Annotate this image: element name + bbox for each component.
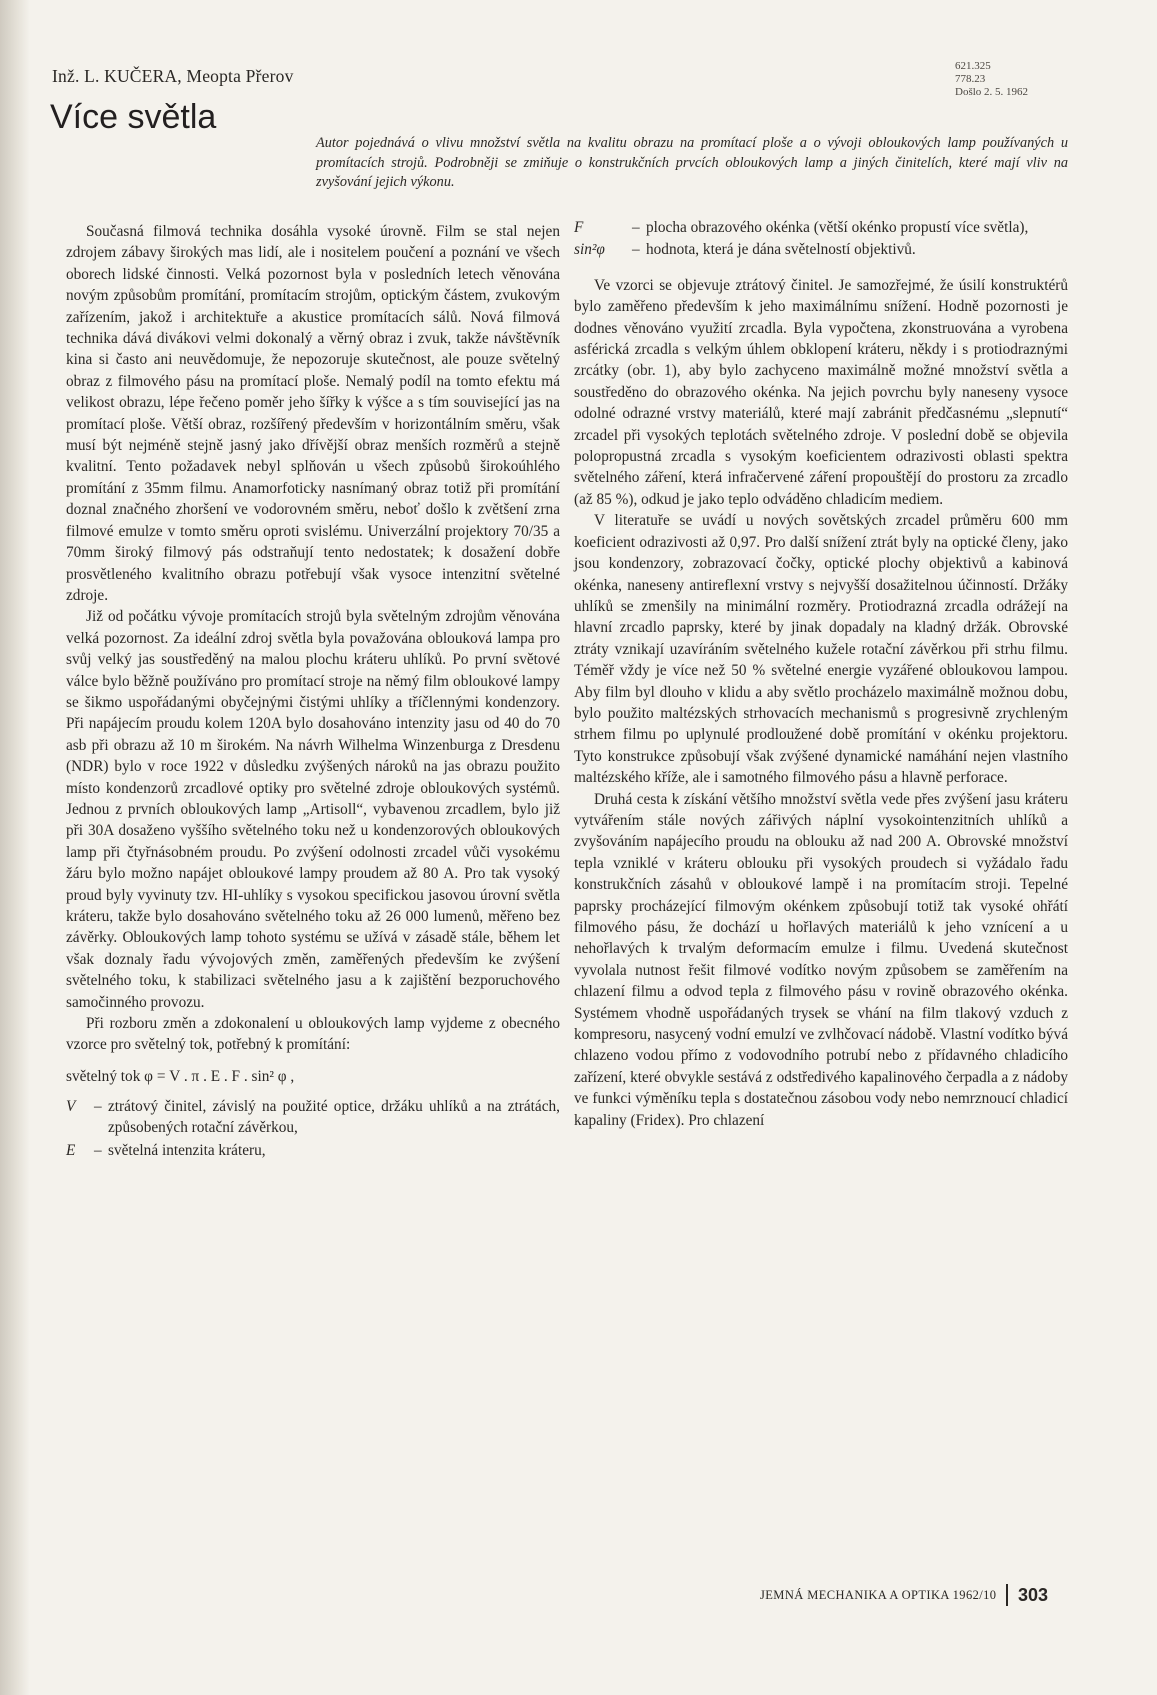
paragraph: Současná filmová technika dosáhla vysoké úrovně. Film se stal nejen zdrojem zábavy širokých mas lidí, ale i nositelem poučení a poznání ve všech oborech lidské činnosti. Velká pozornost byla v posledních letech věnována novým způsobům promítání, promítacím strojům, optickým částem, zvukovým zařízením, jakož i architektuře a akustice promítacích sálů. Nová filmová technika dává divákovi velmi dokonalý a věrný obraz i zvuk, takže návštěvník kina si často ani neuvědomuje, že nepozoruje skutečnost, ale pouze světelný obraz z filmového pásu na promítací ploše. Nemalý podíl na tomto efektu má velikost obrazu, lépe řečeno poměr jeho šířky k výšce a s tím související jas na promítací ploše. Větší obraz, rozšířený především v horizontálním směru, však musí být nejméně stejně jasný jako dřívější obraz menších rozměrů a stejně kvalitní. Tento požadavek nebyl splňován u všech způsobů širokoúhlého promítání z 35mm filmu. Anamorfoticky nasnímaný obraz totiž při promítání doznal značného zhoršení ve vodorovném směru, neboť došlo k zvětšení zrna filmové emulze v tomto směru oproti svislému. Univerzální projektory 70/35 a 70mm široký filmový pás odstraňují tento nedostatek; k dosažení dobře prosvětleného kvalitního obrazu potřebují však vysoce intenzitní světelné zdroje. (66, 223, 560, 604)
paragraph: Druhá cesta k získání většího množství světla vede přes zvýšení jasu kráteru vytvářením stále nových zářivých náplní vysokointenzitních uhlíků a zvyšováním napájecího proudu na oblouku až nad 200 A. Obrovské množství tepla vzniklé v kráteru oblouku při vysokých proudech si vyžádalo řadu konstrukčních zásahů v obloukové lampě i na promítacím stroji. Tepelné paprsky procházející filmovým okénkem způsobují totiž tak vysoké ohřátí filmového pásu, že dochází u hořlavých materiálů k jeho vznícení a u nehořlavých k trvalým deformacím emulze i filmu. Uvedená skutečnost vyvolala nutnost řešit filmové vodítko novým způsobem se zaměřením na chlazení filmu a odvod tepla z filmového pásu v rovině obrazového okénka. Systémem vhodně uspořádaných trysek se vhání na film tlakový vzduch z kompresoru, nasycený vodní emulzí ve zvlhčovací nádobě. Vlastní vodítko bývá chlazeno vodou přímo z vodovodního potrubí nebo z přídavného chladicího zařízení, které obvykle sestává z odstředivého kapalinového čerpadla a z nádoby ve funkci výměníku tepla s dostatečnou zásobou vody nebo nemrznoucí chladicí kapaliny (Fridex). Pro chlazení (574, 790, 1068, 1129)
definition-dash: – (632, 219, 640, 236)
journal-name: JEMNÁ MECHANIKA A OPTIKA 1962/10 (760, 1587, 997, 1602)
classification-code-1: 621.325 (955, 60, 991, 72)
article-title: Více světla (50, 98, 217, 136)
definition-list (66, 1096, 560, 1161)
paragraph: Při rozboru změn a zdokonalení u obloukových lamp vyjdeme z obecného vzorce pro světelný tok, potřebný k promítání: (66, 1015, 560, 1054)
definition-symbol: sin²φ (574, 241, 605, 259)
definition-dash: – (94, 1097, 102, 1115)
definition-text: ztrátový činitel, závislý na použité optice, držáku uhlíků a na ztrátách, způsobených rotační závěrkou, (108, 1097, 560, 1137)
definition-symbol: V (66, 1097, 76, 1115)
abstract: Autor pojednává o vlivu množství světla na kvalitu obrazu na promítací ploše a o vývoji obloukových lamp používaných u promítacích strojů. Podrobněji se zmiňuje o konstrukčních prvcích obloukových lamp a jiných činitelích, které mají vliv na zvyšování jejich výkonu. (316, 135, 1068, 190)
definition-text: světelná intenzita kráteru, (108, 1141, 266, 1159)
page-footer (760, 1584, 1048, 1606)
definition-text: hodnota, která je dána světelností objektivů. (646, 241, 916, 259)
paragraph: Ve vzorci se objevuje ztrátový činitel. Je samozřejmé, že úsilí konstruktérů bylo zaměřeno především k jeho maximálnímu snížení. Hodně pozornosti je dodnes věnováno využití zrcadla. Byla vypočtena, zkonstruována a vyrobena asférická zrcadla s velkým úhlem obklopení kráteru, někdy i s protiodraznými zrcátky (obr. 1), aby bylo zachyceno maximálně možné množství světla a soustředěno do obrazového okénka. Na jejich povrchu byly naneseny vysoce odolné odrazné vrstvy materiálů, které mají zabránit předčasnému „slepnutí“ zrcadel při vysokých teplotách světelného zdroje. V poslední době se objevila polopropustná zrcadla s vysokým koeficientem odrazivosti oblasti spektra světelného záření, která infračervené záření propouštějí do prostoru za zrcadlo (až 85 %), odkud je jako teplo odváděno chladicím mediem. (574, 276, 1068, 508)
definition-item (66, 1140, 560, 1161)
definition-item (66, 1096, 560, 1139)
right-column (574, 217, 1068, 1131)
classification-code-2: 778.23 (955, 73, 986, 85)
luminous-flux-formula: světelný tok φ = V . π . E . F . sin² φ , (66, 1067, 295, 1085)
definition-list (574, 217, 1068, 261)
definition-symbol: F (574, 219, 584, 236)
author-line: Inž. L. KUČERA, Meopta Přerov (52, 66, 294, 86)
page-number: 303 (1017, 1584, 1048, 1605)
paragraph: V literatuře se uvádí u nových sovětských zrcadel průměru 600 mm koeficient odrazivosti až 0,97. Pro další snížení ztrát byly na optické členy, jako jsou kondenzory, zobrazovací čočky, optické plochy objektivů a kabinová okénka, naneseny antireflexní vrstvy s nejvyšší dosažitelnou účinností. Držáky uhlíků se zmenšily na minimální rozměry. Protiodrazná zrcadla odrážejí na hlavní zrcadlo paprsky, které by jinak dopadaly na kladný držák. Obrovské ztráty vznikají uzavíráním světelného kužele rotační závěrkou při strhu filmu. Téměř vždy je více než 50 % světelné energie vyzářené obloukovou lampou. Aby film byl dlouho v klidu a aby světlo procházelo maximálně možnou dobu, bylo použito maltézských strhovacích mechanismů s progresivně zrychleným strhem filmu po uplynulé prodloužené době promítání v okénku projektoru. Tyto konstrukce způsobují však zvýšené dynamické namáhání nejen vlastního maltézského kříže, ale i samotného filmového pásu a hlavně perforace. (574, 512, 1068, 787)
footer-divider (1006, 1584, 1008, 1606)
definition-dash: – (632, 241, 640, 259)
definition-symbol: E (66, 1141, 76, 1159)
received-date: Došlo 2. 5. 1962 (955, 86, 1029, 98)
definition-item (574, 217, 1068, 238)
classification-block (955, 60, 1028, 99)
page-spine-shadow (0, 0, 30, 1695)
definition-dash: – (94, 1141, 102, 1159)
paragraph: Již od počátku vývoje promítacích strojů byla světelným zdrojům věnována velká pozornost. Za ideální zdroj světla byla považována oblouková lampa pro svůj velký jas soustředěný na malou plochu kráteru uhlíků. Po první světové válce bylo běžně používáno pro promítací stroje na němý film obloukové lampy se šikmo uspořádanými obyčejnými čistými uhlíky a tříčlennými kondenzory. Při napájecím proudu kolem 120A bylo dosahováno intenzity jasu od 40 do 70 asb při obrazu až 10 m širokém. Na návrh Wilhelma Winzenburga z Dresdenu (NDR) bylo v roce 1922 v důsledku zvýšených nároků na jas obrazu použito místo kondenzorů zrcadlové optiky pro světelné zdroje obloukových systémů. Jednou z prvních obloukových lamp „Artisoll“, vybavenou zrcadlem, bylo již při 30A dosaženo vyššího světelného toku než u kondenzorových obloukových lamp při čtyřnásobném proudu. Po zvýšení odolnosti zrcadel vůči vysokému žáru bylo možno napájet obloukové lampy proudem až 80 A. Pro tak vysoký proud byly vyvinuty tzv. HI-uhlíky s vysokou specifickou jasovou úrovní světla kráteru, takže bylo dosahováno světelného toku až 26 000 lumenů, měřeno bez závěrky. Obloukových lamp tohoto systému se užívá v zásadě stále, během let však doznaly řadu vývojových změn, zaměřených především ke zvýšení světelného toku, k stabilizaci světelného jasu a k zajištění bezporuchového samočinného provozu. (66, 608, 560, 1011)
definition-item (574, 239, 1068, 260)
definition-text: plocha obrazového okénka (větší okénko propustí více světla), (646, 219, 1029, 236)
left-column (66, 221, 560, 1162)
